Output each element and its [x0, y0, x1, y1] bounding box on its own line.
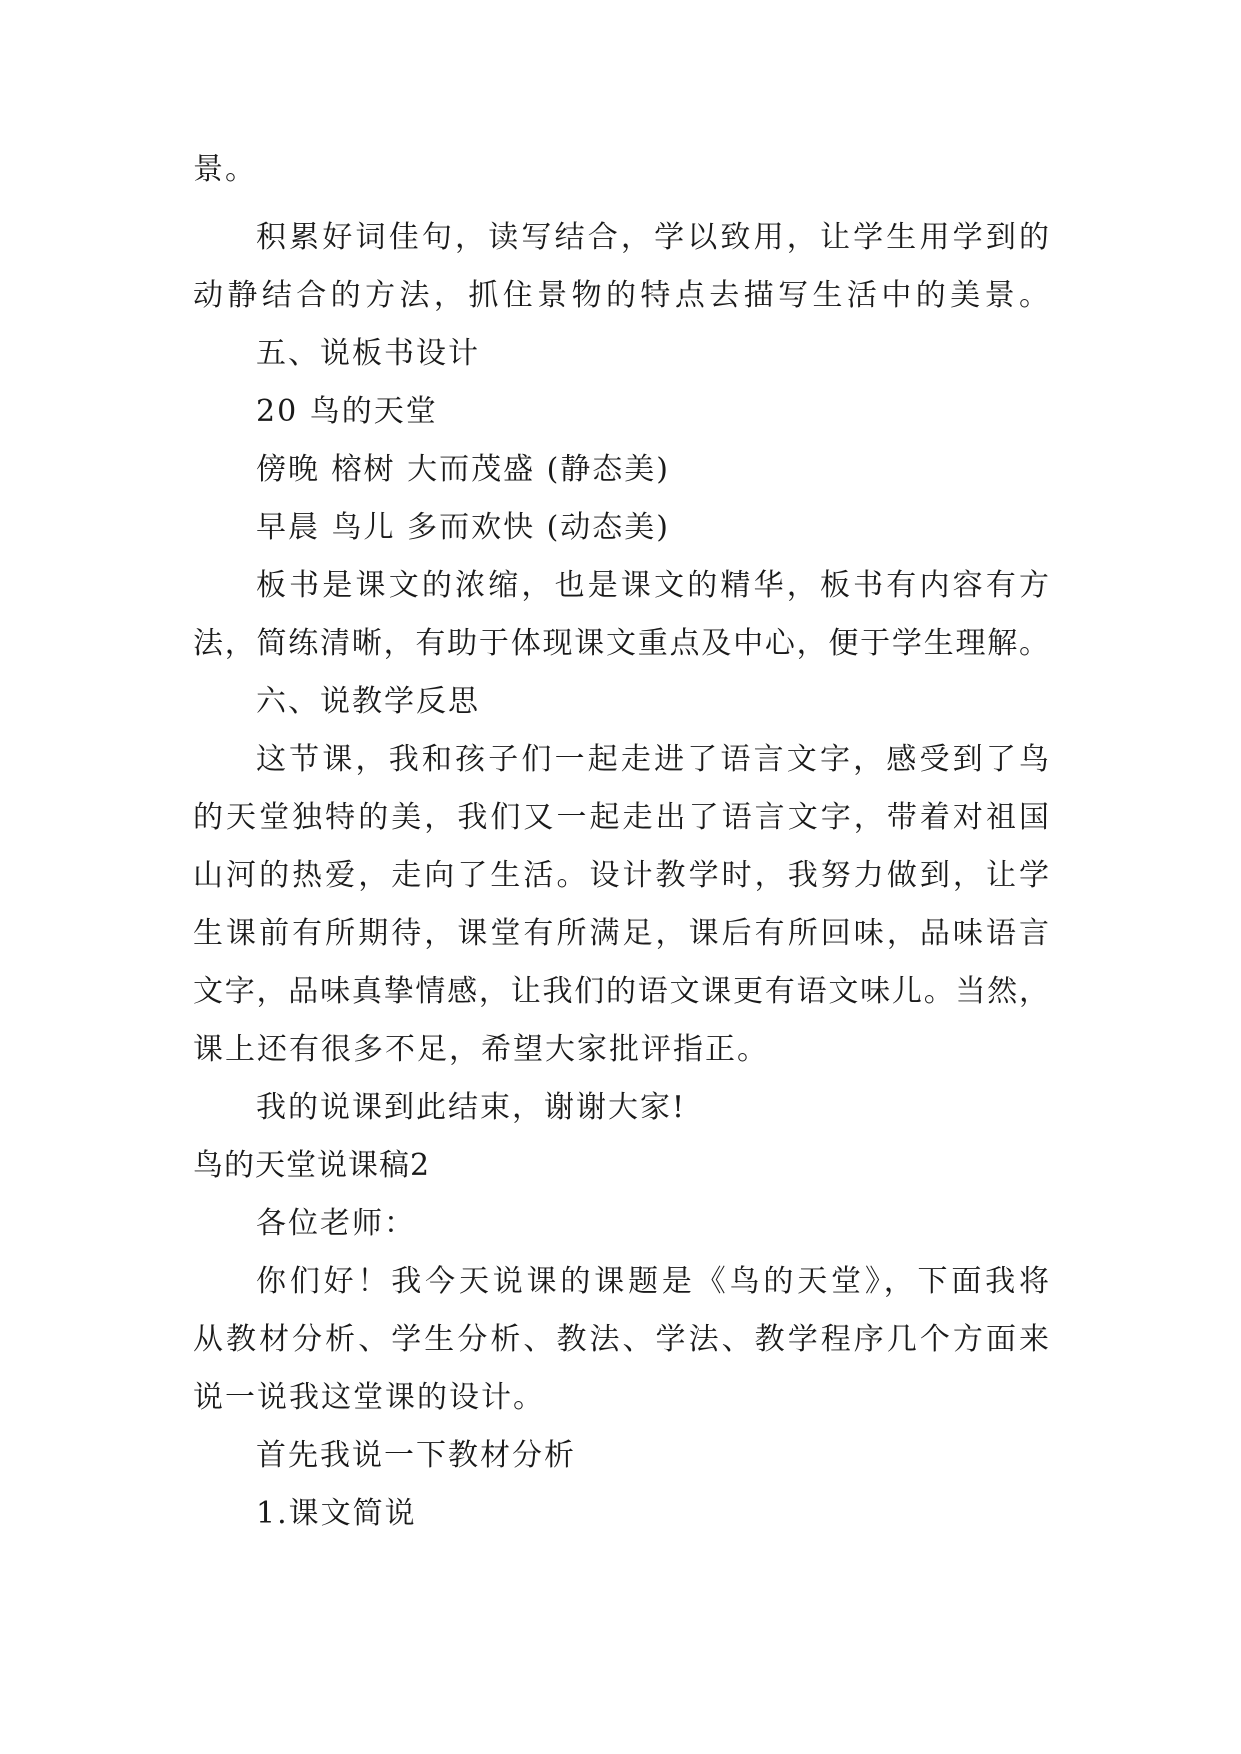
board-line: 傍晚 榕树 大而茂盛 (静态美): [256, 452, 671, 487]
paragraph-line: 景。: [193, 152, 257, 187]
paragraph-line: 的天堂独特的美，我们又一起走出了语言文字，带着对祖国: [193, 800, 1049, 835]
board-title: 20 鸟的天堂: [256, 394, 438, 429]
paragraph-line: 首先我说一下教材分析: [256, 1438, 576, 1473]
salutation: 各位老师：: [256, 1206, 416, 1241]
section-heading: 五、说板书设计: [256, 336, 480, 371]
paragraph-line: 法，简练清晰，有助于体现课文重点及中心，便于学生理解。: [193, 626, 1049, 661]
paragraph-line: 文字，品味真挚情感，让我们的语文课更有语文味儿。当然，: [193, 974, 1049, 1009]
board-line: 早晨 鸟儿 多而欢快 (动态美): [256, 510, 671, 545]
paragraph-line: 这节课，我和孩子们一起走进了语言文字，感受到了鸟: [256, 742, 1049, 777]
paragraph-line: 说一说我这堂课的设计。: [193, 1380, 545, 1415]
paragraph-line: 从教材分析、学生分析、教法、学法、教学程序几个方面来: [193, 1322, 1049, 1357]
paragraph-line: 你们好！我今天说课的课题是《鸟的天堂》，下面我将: [256, 1264, 1049, 1299]
paragraph-line: 我的说课到此结束，谢谢大家!: [256, 1090, 687, 1125]
document-title: 鸟的天堂说课稿2: [193, 1148, 431, 1183]
paragraph-line: 生课前有所期待，课堂有所满足，课后有所回味，品味语言: [193, 916, 1049, 951]
paragraph-line: 板书是课文的浓缩，也是课文的精华，板书有内容有方: [256, 568, 1049, 603]
section-heading: 六、说教学反思: [256, 684, 480, 719]
paragraph-line: 积累好词佳句，读写结合，学以致用，让学生用学到的: [256, 220, 1049, 255]
subsection-heading: 1.课文简说: [256, 1496, 417, 1531]
paragraph-line: 山河的热爱，走向了生活。设计教学时，我努力做到，让学: [193, 858, 1049, 893]
paragraph-line: 动静结合的方法，抓住景物的特点去描写生活中的美景。: [193, 278, 1049, 313]
paragraph-line: 课上还有很多不足，希望大家批评指正。: [193, 1032, 769, 1067]
